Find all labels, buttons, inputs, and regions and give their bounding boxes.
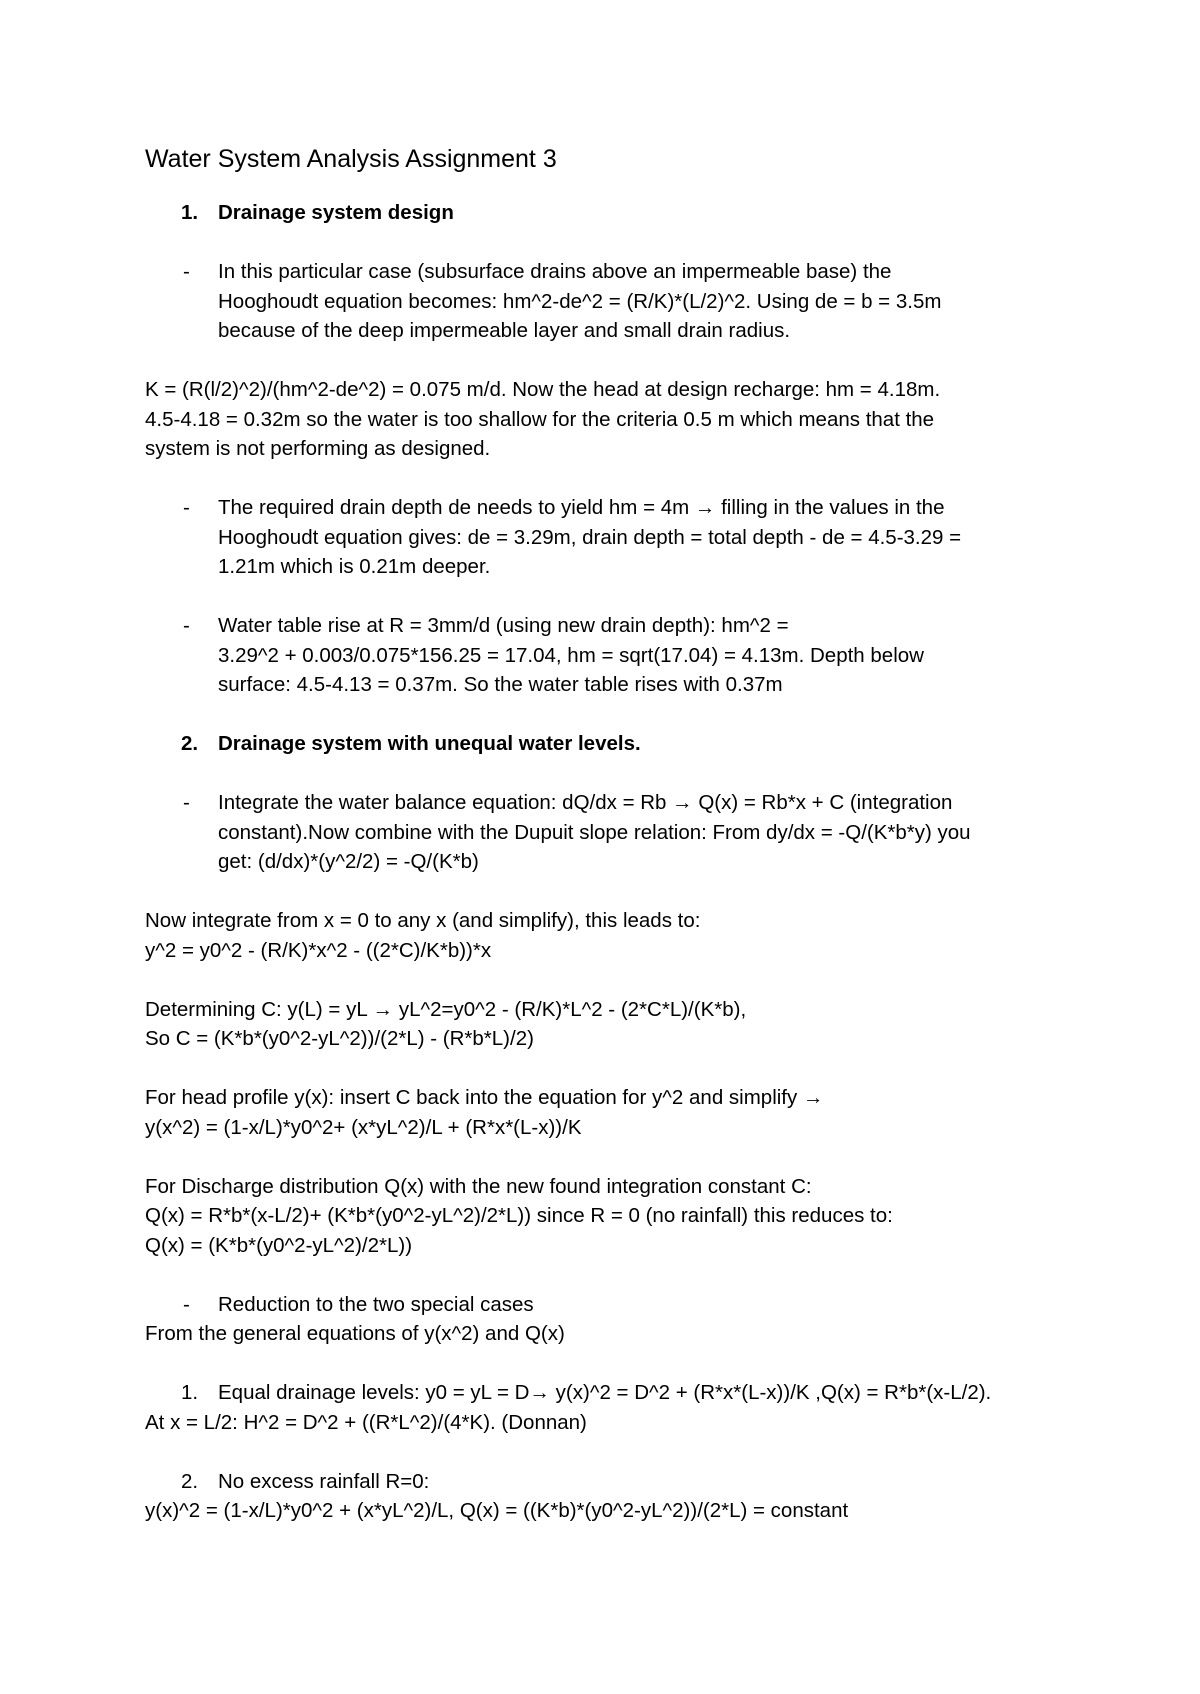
text-line: No excess rainfall R=0: <box>218 1469 430 1493</box>
dash-marker: - <box>183 1292 190 1316</box>
text-line: Hooghoudt equation becomes: hm^2-de^2 = (R/K)*(L/2)^2. Using de = b = 3.5m <box>218 289 942 313</box>
text-line: y(x^2) = (1-x/L)*y0^2+ (x*yL^2)/L + (R*x*(L-x))/K <box>145 1115 582 1139</box>
dash-marker: - <box>183 260 190 283</box>
text-line: Q(x) = R*b*(x-L/2)+ (K*b*(y0^2-yL^2)/2*L)) since R = 0 (no rainfall) this reduces to: <box>145 1204 893 1227</box>
text-line: Now integrate from x = 0 to any x (and simplify), this leads to: <box>145 909 701 932</box>
text-line: Q(x) = (K*b*(y0^2-yL^2)/2*L)) <box>145 1233 413 1257</box>
section-1-number: 1. <box>181 201 199 224</box>
dash-marker: - <box>183 614 190 637</box>
section-2-paragraph-3 <box>145 1083 1060 1142</box>
special-case-2-number: 2. <box>181 1469 199 1493</box>
section-1-heading <box>145 198 1060 228</box>
text-line: The required drain depth de needs to yield hm = 4m → filling in the values in the <box>218 496 945 519</box>
text-line: For head profile y(x): insert C back into the equation for y^2 and simplify → <box>145 1086 824 1109</box>
section-1-bullet-1 <box>145 257 1060 346</box>
section-2-bullet-2 <box>145 1290 1060 1320</box>
dash-marker: - <box>183 496 190 519</box>
text-line: 1.21m which is 0.21m deeper. <box>218 555 491 578</box>
text-line: constant).Now combine with the Dupuit slope relation: From dy/dx = -Q/(K*b*y) you <box>218 820 971 844</box>
section-1-heading-text: Drainage system design <box>218 201 454 224</box>
text-line: For Discharge distribution Q(x) with the new found integration constant C: <box>145 1174 812 1198</box>
section-2-number: 2. <box>181 732 199 755</box>
text-line: So C = (K*b*(y0^2-yL^2))/(2*L) - (R*b*L)/2) <box>145 1027 534 1050</box>
text-line: Hooghoudt equation gives: de = 3.29m, drain depth = total depth - de = 4.5-3.29 = <box>218 525 962 549</box>
special-case-1 <box>145 1378 1060 1408</box>
document-title: Water System Analysis Assignment 3 <box>145 145 557 173</box>
special-case-1-number: 1. <box>181 1381 199 1404</box>
text-line: surface: 4.5-4.13 = 0.37m. So the water table rises with 0.37m <box>218 673 783 696</box>
text-line: Determining C: y(L) = yL → yL^2=y0^2 - (R/K)*L^2 - (2*C*L)/(K*b), <box>145 997 747 1021</box>
dash-marker: - <box>183 791 190 814</box>
section-2-paragraph-2 <box>145 995 1060 1054</box>
section-1-paragraph-1 <box>145 375 1060 464</box>
section-2-paragraph-4 <box>145 1172 1060 1261</box>
section-2-heading <box>145 729 1060 759</box>
section-1-bullet-3 <box>145 611 1060 700</box>
section-2-heading-text: Drainage system with unequal water levels. <box>218 732 641 755</box>
section-2-paragraph-1 <box>145 906 1060 965</box>
text-line: K = (R(l/2)^2)/(hm^2-de^2) = 0.075 m/d. Now the head at design recharge: hm = 4.18m. <box>145 378 941 401</box>
text-line: Integrate the water balance equation: dQ/dx = Rb → Q(x) = Rb*x + C (integration <box>218 791 953 814</box>
text-line: Water table rise at R = 3mm/d (using new drain depth): hm^2 = <box>218 614 789 637</box>
section-2-paragraph-5: From the general equations of y(x^2) and Q(x) <box>145 1322 565 1345</box>
text-line: At x = L/2: H^2 = D^2 + ((R*L^2)/(4*K). (Donnan) <box>145 1410 587 1434</box>
section-2-bullet-1 <box>145 788 1060 877</box>
text-line: because of the deep impermeable layer and small drain radius. <box>218 319 791 342</box>
text-line: y(x)^2 = (1-x/L)*y0^2 + (x*yL^2)/L, Q(x) = ((K*b)*(y0^2-yL^2))/(2*L) = constant <box>145 1499 849 1522</box>
section-1-bullet-2 <box>145 493 1060 582</box>
text-line: In this particular case (subsurface drains above an impermeable base) the <box>218 260 892 283</box>
text-line: Reduction to the two special cases <box>218 1292 534 1316</box>
text-line: 4.5-4.18 = 0.32m so the water is too shallow for the criteria 0.5 m which means that the <box>145 407 935 431</box>
text-line: system is not performing as designed. <box>145 437 491 460</box>
text-line: y^2 = y0^2 - (R/K)*x^2 - ((2*C)/K*b))*x <box>145 938 492 962</box>
text-line: get: (d/dx)*(y^2/2) = -Q/(K*b) <box>218 850 479 873</box>
text-line: Equal drainage levels: y0 = yL = D→ y(x)^2 = D^2 + (R*x*(L-x))/K ,Q(x) = R*b*(x-L/2). <box>218 1381 992 1404</box>
special-case-2 <box>145 1467 1060 1497</box>
text-line: 3.29^2 + 0.003/0.075*156.25 = 17.04, hm = sqrt(17.04) = 4.13m. Depth below <box>218 643 924 667</box>
